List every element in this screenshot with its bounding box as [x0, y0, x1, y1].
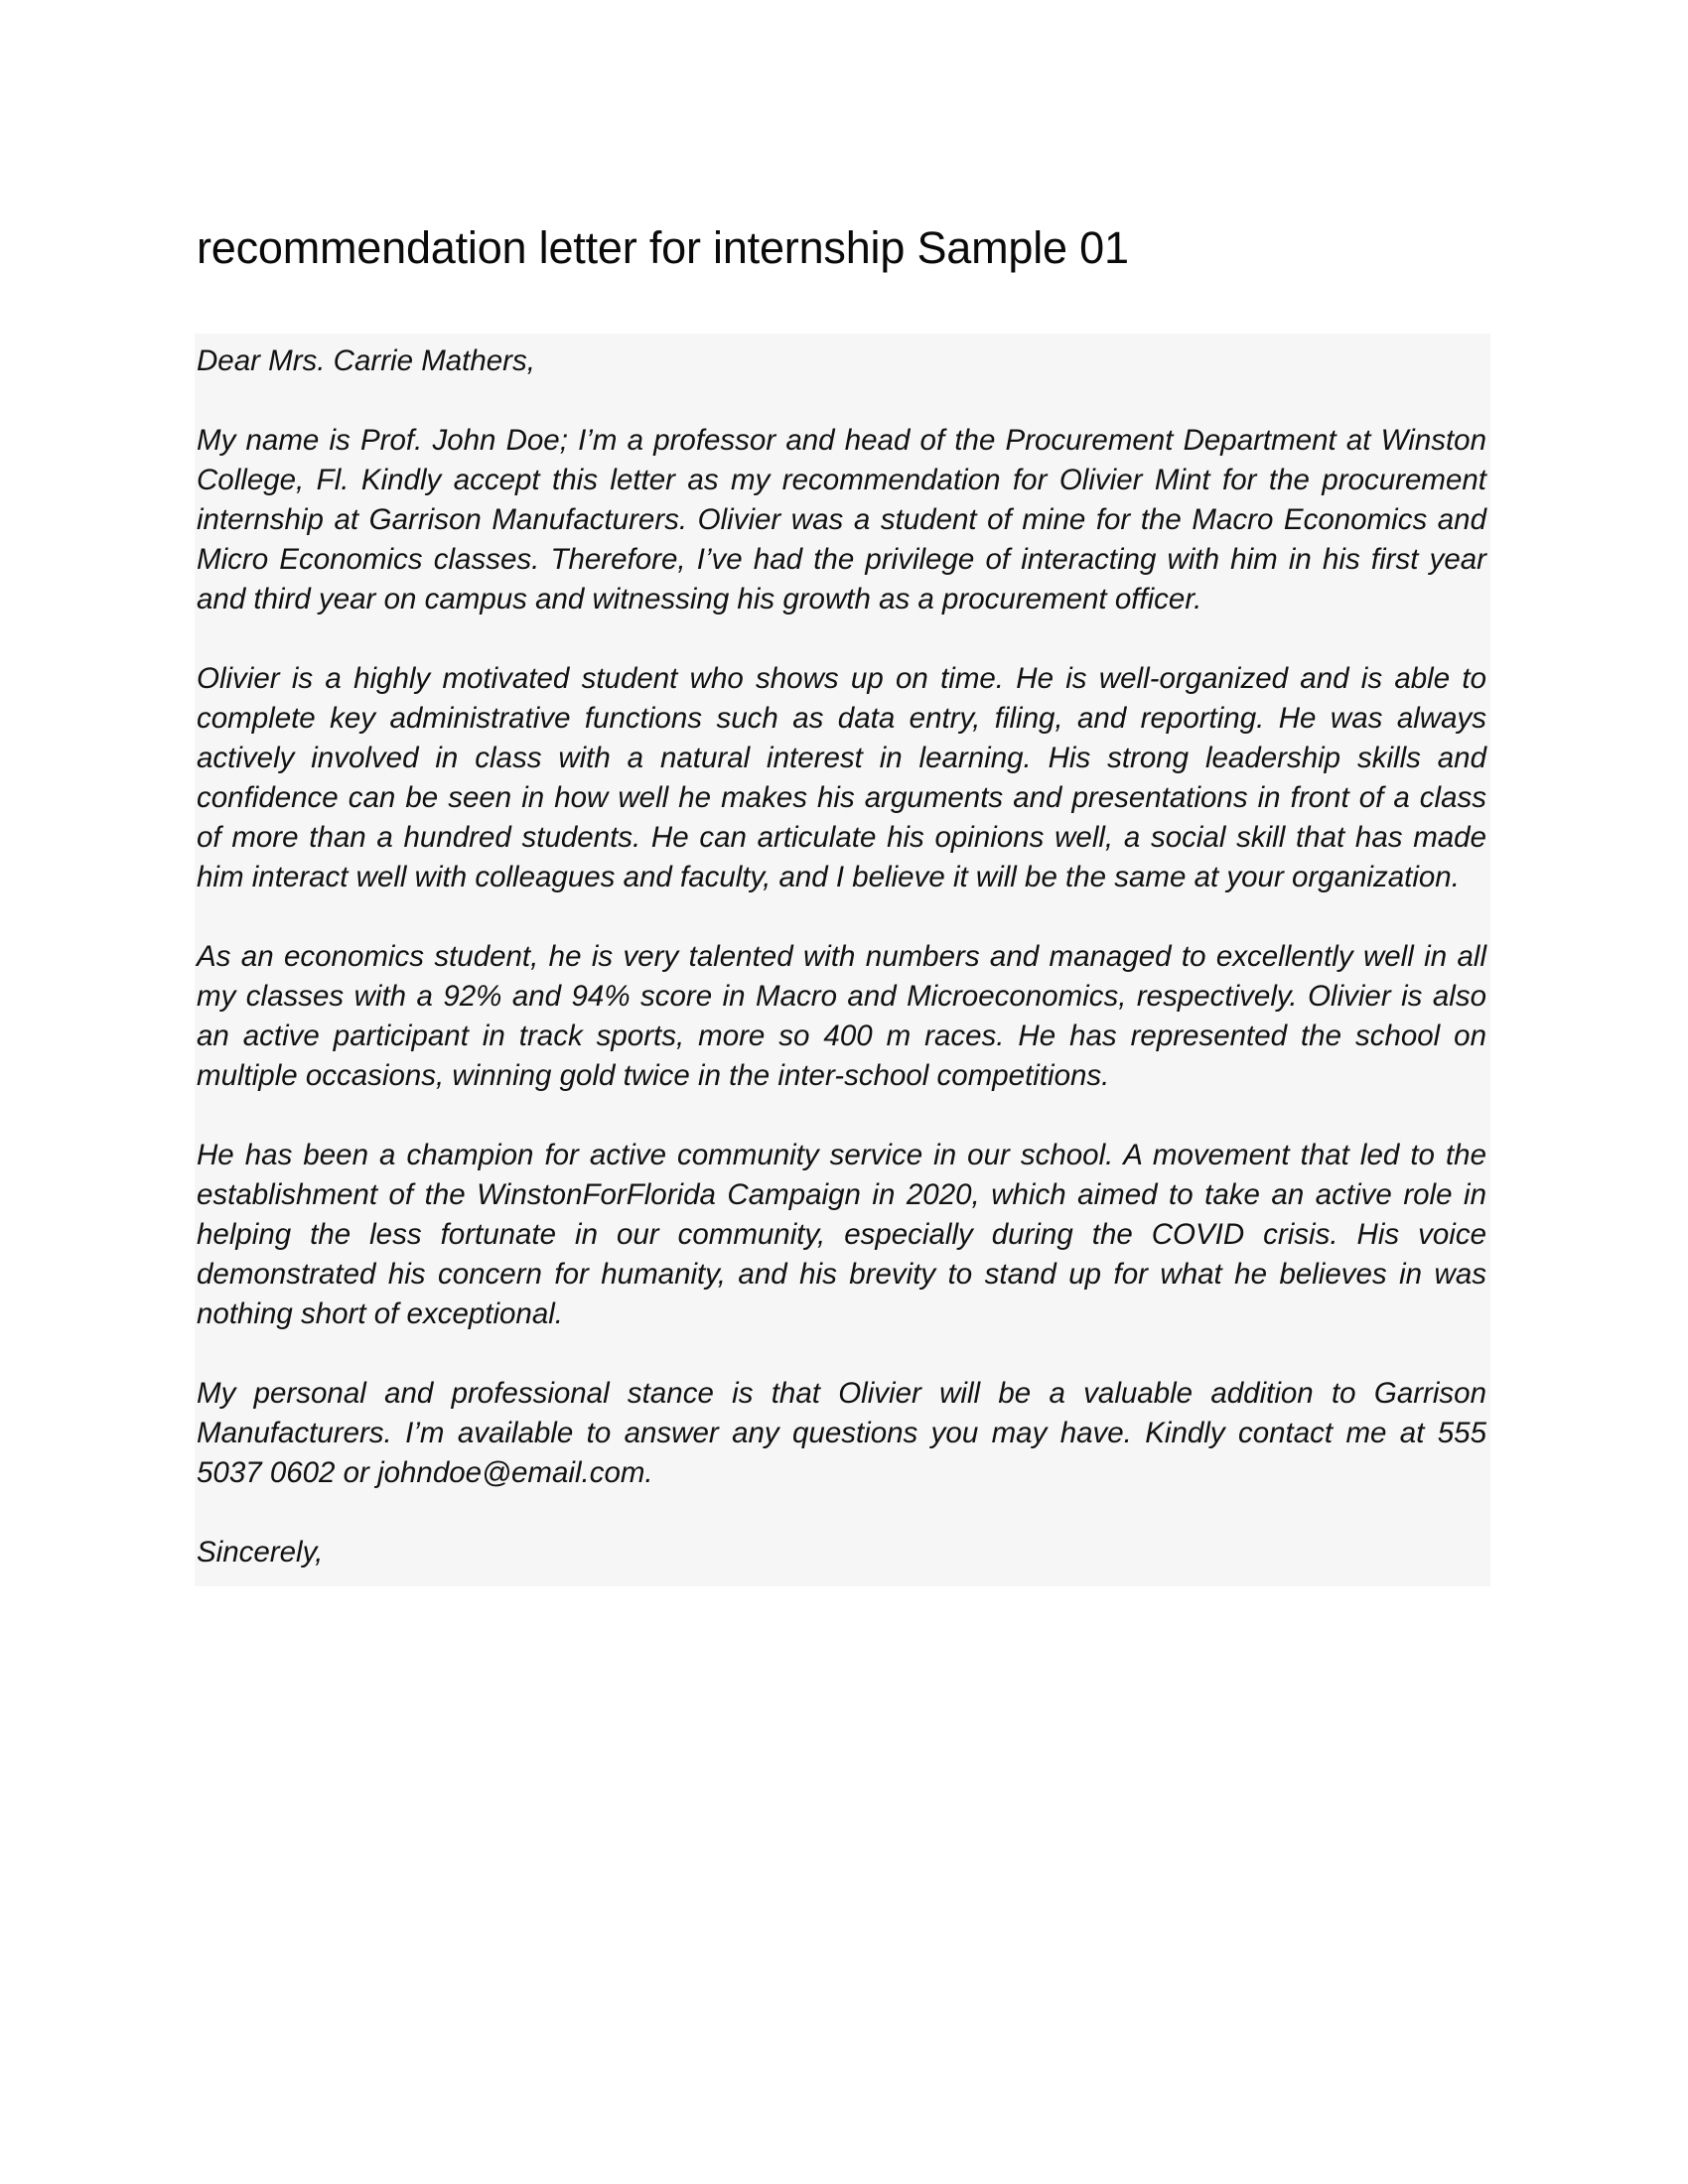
letter-salutation: Dear Mrs. Carrie Mathers, [197, 344, 535, 377]
letter-paragraph-3: As an economics student, he is very talented with numbers and managed to excellently well in all my classes with a 92% and 94% score in Macro and Microeconomics, respectively. Olivier is also an active participant in track sports, more so 400 m races. He has represented the school on multiple occasions, winning gold twice in the inter-school competitions. [197, 940, 1486, 1092]
paragraph-spacer [195, 1096, 1490, 1136]
paragraph-spacer [195, 1493, 1490, 1533]
letter-body-inner [195, 334, 1490, 1586]
paragraph-spacer [195, 897, 1490, 937]
page-title: recommendation letter for internship Sample 01 [197, 222, 1129, 274]
paragraph-spacer [195, 1334, 1490, 1374]
letter-paragraph-1: My name is Prof. John Doe; I’m a professor and head of the Procurement Department at Winston College, Fl. Kindly accept this letter as my recommendation for Olivier Mint for the procurement internship at Garrison Manufacturers. Olivier was a student of mine for the Macro Economics and Micro Economics classes. Therefore, I’ve had the privilege of interacting with him in his first year and third year on campus and witnessing his growth as a procurement officer. [197, 424, 1486, 615]
paragraph-spacer [195, 619, 1490, 659]
letter-body-block [195, 334, 1490, 1586]
paragraph-spacer [195, 381, 1490, 421]
letter-closing: Sincerely, [197, 1536, 324, 1569]
letter-paragraph-4: He has been a champion for active community service in our school. A movement that led to the establishment of the WinstonForFlorida Campaign in 2020, which aimed to take an active role in helping the less fortunate in our community, especially during the COVID crisis. His voice demonstrated his concern for humanity, and his brevity to stand up for what he believes in was nothing short of exceptional. [197, 1139, 1486, 1330]
letter-paragraph-2: Olivier is a highly motivated student who shows up on time. He is well-organized and is able to complete key administrative functions such as data entry, filing, and reporting. He was always actively involved in class with a natural interest in learning. His strong leadership skills and confidence can be seen in how well he makes his arguments and presentations in front of a class of more than a hundred students. He can articulate his opinions well, a social skill that has made him interact well with colleagues and faculty, and I believe it will be the same at your organization. [197, 662, 1486, 893]
letter-paragraph-5: My personal and professional stance is that Olivier will be a valuable addition to Garrison Manufacturers. I’m available to answer any questions you may have. Kindly contact me at 555 5037 0602 or johndoe@email.com. [197, 1377, 1486, 1489]
